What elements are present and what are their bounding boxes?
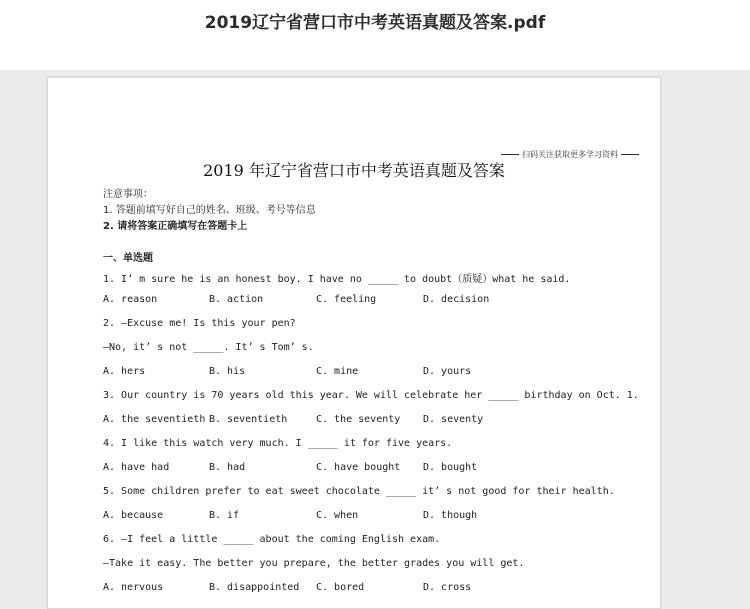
question-5-option-a: A. because bbox=[103, 510, 164, 521]
question-2-option-b: B. his bbox=[209, 366, 246, 377]
question-4-option-a: A. have had bbox=[103, 462, 170, 473]
document-page bbox=[47, 77, 661, 609]
question-1-option-a: A. reason bbox=[103, 294, 158, 305]
question-6-stem-line-1: 6. —I feel a little _____ about the coming English exam. bbox=[103, 534, 441, 545]
question-4-option-c: C. have bought bbox=[316, 462, 401, 473]
document-title: 2019 年辽宁省营口市中考英语真题及答案 bbox=[203, 161, 505, 180]
question-3-stem: 3. Our country is 70 years old this year. We will celebrate her _____ birthday on Oct. 1. bbox=[103, 390, 639, 401]
section-title: 一、单选题 bbox=[103, 253, 153, 264]
question-3-option-a: A. the seventieth bbox=[103, 414, 206, 425]
question-2-option-c: C. mine bbox=[316, 366, 359, 377]
question-6-option-b: B. disappointed bbox=[209, 582, 300, 593]
question-1-stem: 1. I’ m sure he is an honest boy. I have no _____ to doubt（质疑）what he said. bbox=[103, 274, 571, 285]
question-2-option-d: D. yours bbox=[423, 366, 472, 377]
notice-item-1: 1. 答题前填写好自己的姓名、班级、考号等信息 bbox=[103, 205, 316, 216]
question-4-option-d: D. bought bbox=[423, 462, 478, 473]
question-1-option-b: B. action bbox=[209, 294, 264, 305]
question-2-stem-line-2: —No, it’ s not _____. It’ s Tom’ s. bbox=[103, 342, 314, 353]
qr-note-text: 扫码关注获取更多学习资料 bbox=[522, 150, 618, 159]
qr-note-rule-right bbox=[621, 154, 639, 155]
notice-item-2: 2. 请将答案正确填写在答题卡上 bbox=[103, 221, 248, 232]
question-4-option-b: B. had bbox=[209, 462, 246, 473]
file-title: 2019辽宁省营口市中考英语真题及答案.pdf bbox=[204, 13, 546, 33]
question-2-option-a: A. hers bbox=[103, 366, 146, 377]
question-6-option-c: C. bored bbox=[316, 582, 365, 593]
notice-heading: 注意事项： bbox=[103, 189, 153, 200]
question-6-option-a: A. nervous bbox=[103, 582, 164, 593]
question-5-option-c: C. when bbox=[316, 510, 359, 521]
viewer-toolbar bbox=[0, 0, 750, 70]
question-6-stem-line-2: —Take it easy. The better you prepare, the better grades you will get. bbox=[103, 558, 525, 569]
question-2-stem-line-1: 2. —Excuse me! Is this your pen? bbox=[103, 318, 296, 329]
question-5-option-b: B. if bbox=[209, 510, 240, 521]
question-5-option-d: D. though bbox=[423, 510, 478, 521]
question-3-option-b: B. seventieth bbox=[209, 414, 288, 425]
question-5-stem: 5. Some children prefer to eat sweet chocolate _____ it’ s not good for their health. bbox=[103, 486, 615, 497]
qr-note-rule-left bbox=[501, 154, 519, 155]
question-1-option-d: D. decision bbox=[423, 294, 490, 305]
question-1-option-c: C. feeling bbox=[316, 294, 377, 305]
question-4-stem: 4. I like this watch very much. I _____ it for five years. bbox=[103, 438, 453, 449]
question-3-option-d: D. seventy bbox=[423, 414, 484, 425]
question-3-option-c: C. the seventy bbox=[316, 414, 401, 425]
question-6-option-d: D. cross bbox=[423, 582, 472, 593]
